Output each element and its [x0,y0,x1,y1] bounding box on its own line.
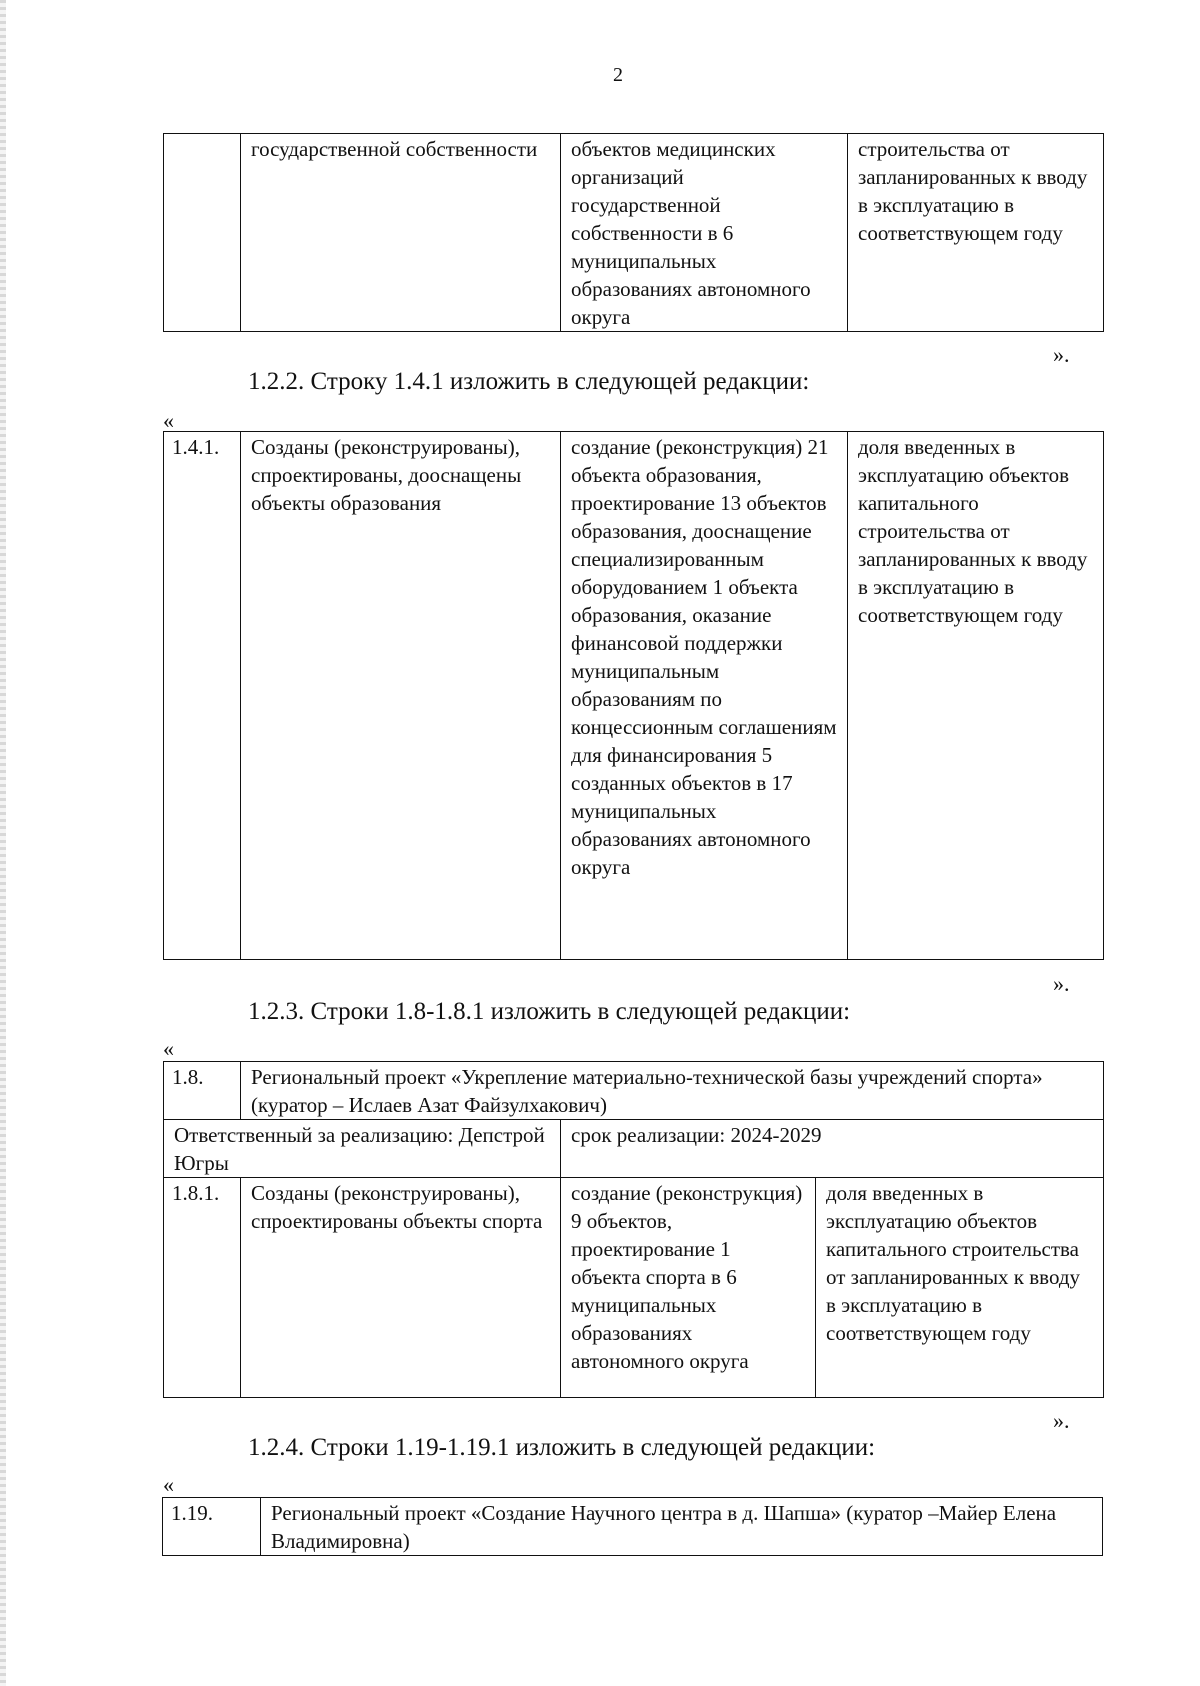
row-number-cell: 1.4.1. [164,432,241,960]
table-row [164,1120,1104,1178]
table-1-8 [163,1061,1104,1398]
table-row [164,432,1104,960]
term-cell: срок реализации: 2024-2029 [561,1120,1104,1178]
table-row [164,1178,1104,1398]
task-cell: создание (реконструкция) 21 объекта образования, проектирование 13 объектов образования, дооснащение специализированным оборудованием 1 объекта образования, оказание финансовой поддержки муниципальным образованиям по концессионным соглашениям для финансирования 5 созданных объектов в 17 муниципальных образованиях автономного округа [561,432,848,960]
row-number-cell: 1.8.1. [164,1178,241,1398]
indicator-cell: доля введенных в эксплуатацию объектов капитального строительства от запланированных к вводу в эксплуатацию в соответствующем году [816,1178,1104,1398]
table-1-4-1 [163,431,1104,960]
table-row [163,1498,1103,1556]
project-title-cell: Региональный проект «Укрепление материально-технической базы учреждений спорта» (куратор – Ислаев Азат Файзулхакович) [241,1062,1104,1120]
responsible-cell: Ответственный за реализацию: Депстрой Югры [164,1120,561,1178]
project-title-cell: Региональный проект «Создание Научного центра в д. Шапша» (куратор –Майер Елена Владимировна) [261,1498,1103,1556]
section-heading-1-2-3: 1.2.3. Строки 1.8-1.8.1 изложить в следующей редакции: [248,998,851,1025]
open-quote: « [163,408,174,433]
table-continuation [163,133,1104,332]
close-quote: ». [1053,342,1070,367]
open-quote: « [163,1472,174,1497]
task-cell: объектов медицинских организаций государственной собственности в 6 муниципальных образованиях автономного округа [561,134,848,332]
project-number-cell: 1.19. [163,1498,261,1556]
close-quote: ». [1053,971,1070,996]
table-1-19 [162,1497,1103,1556]
result-name-cell: государственной собственности [241,134,561,332]
task-cell: создание (реконструкция) 9 объектов, проектирование 1 объекта спорта в 6 муниципальных образованиях автономного округа [561,1178,816,1398]
indicator-cell: строительства от запланированных к вводу в эксплуатацию в соответствующем году [848,134,1104,332]
scan-edge [0,0,6,1686]
project-number-cell: 1.8. [164,1062,241,1120]
row-number-cell [164,134,241,332]
close-quote: ». [1053,1408,1070,1433]
table-row [164,1062,1104,1120]
table-row [164,134,1104,332]
result-name-cell: Созданы (реконструированы), спроектированы, дооснащены объекты образования [241,432,561,960]
section-heading-1-2-4: 1.2.4. Строки 1.19-1.19.1 изложить в следующей редакции: [248,1434,876,1461]
open-quote: « [163,1036,174,1061]
page-number: 2 [613,64,623,86]
section-heading-1-2-2: 1.2.2. Строку 1.4.1 изложить в следующей редакции: [248,368,810,395]
indicator-cell: доля введенных в эксплуатацию объектов капитального строительства от запланированных к вводу в эксплуатацию в соответствующем году [848,432,1104,960]
result-name-cell: Созданы (реконструированы), спроектированы объекты спорта [241,1178,561,1398]
